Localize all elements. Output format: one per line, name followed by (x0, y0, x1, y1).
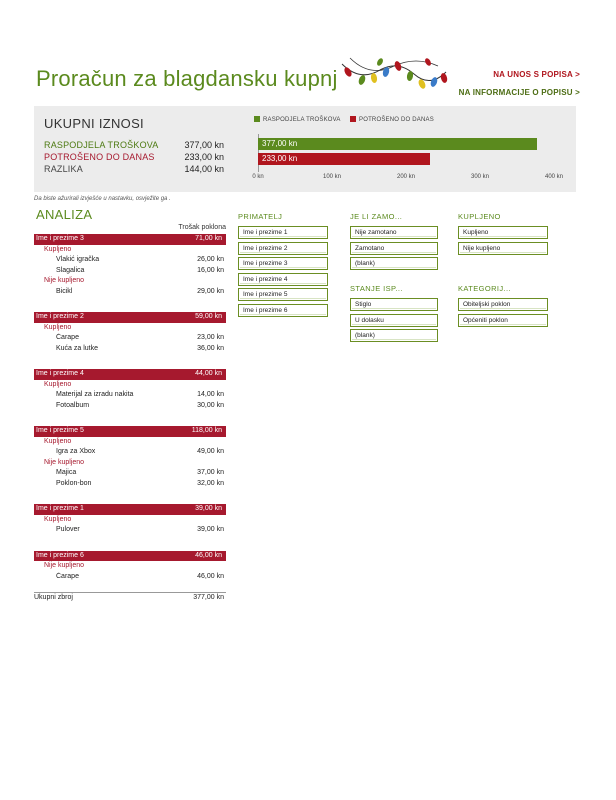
summary-value: 233,00 kn (184, 152, 224, 162)
group-name: Ime i prezime 2 (36, 313, 84, 320)
status-label: Kupljeno (44, 323, 72, 331)
item-row (34, 525, 226, 536)
group-total: 71,00 kn (195, 235, 222, 242)
legend-swatch-green (254, 116, 260, 122)
spacer (34, 354, 226, 369)
summary-label: POTROŠENO DO DANAS (44, 152, 155, 162)
group-name: Ime i prezime 6 (36, 551, 84, 559)
status-label: Kupljeno (44, 515, 72, 523)
analysis-title: ANALIZA (36, 207, 93, 222)
slicer-button[interactable]: Nije zamotano (350, 226, 438, 239)
item-value: 46,00 kn (197, 572, 224, 580)
slicer-button[interactable]: (blank) (350, 329, 438, 342)
pivot-table (34, 234, 226, 603)
status-row[interactable] (34, 458, 226, 469)
item-name: Igra za Xbox (56, 448, 96, 455)
status-row[interactable] (34, 276, 226, 287)
group-total: 44,00 kn (195, 370, 222, 377)
group-name: Ime i prezime 5 (36, 427, 84, 434)
summary-label: RAZLIKA (44, 164, 83, 174)
spacer (34, 582, 226, 588)
slicer-button[interactable]: (blank) (350, 257, 438, 270)
item-value: 37,00 kn (197, 469, 224, 476)
status-row[interactable] (34, 437, 226, 448)
slicer-button[interactable]: Ime i prezime 2 (238, 242, 328, 255)
summary-row-allocation (44, 140, 224, 150)
group-total: 118,00 kn (191, 427, 222, 434)
summary-panel (34, 106, 576, 192)
x-tick-label: 300 kn (470, 174, 490, 180)
item-name: Kuća za lutke (56, 344, 99, 352)
item-value: 14,00 kn (197, 391, 224, 398)
slicer-delivery (350, 284, 438, 345)
x-tick-label: 0 kn (252, 174, 264, 180)
slicer-button[interactable]: Nije kupljeno (458, 242, 548, 255)
status-label: Nije kupljeno (44, 458, 85, 466)
slicer-button[interactable]: Ime i prezime 3 (238, 257, 328, 270)
slicer-button[interactable]: Ime i prezime 4 (238, 273, 328, 286)
summary-row-difference (44, 164, 224, 174)
spacer (34, 411, 226, 426)
item-row (34, 468, 226, 479)
x-tick-label: 400 kn (544, 174, 564, 180)
nav-list-info-link[interactable]: NA INFORMACIJE O POPISU > (458, 88, 580, 97)
slicer-recipient (238, 212, 328, 319)
slicer-wrapped (350, 212, 438, 273)
christmas-lights-icon (340, 52, 448, 102)
item-name: Slagalica (56, 266, 85, 274)
x-tick-label: 200 kn (396, 174, 416, 180)
grand-total-label: Ukupni zbroj (34, 594, 73, 601)
summary-label: RASPODJELA TROŠKOVA (44, 140, 159, 150)
item-name: Vlakić igračka (56, 256, 100, 263)
refresh-note: Da biste ažurirali izvješće u nastavku, osvježite ga . (34, 196, 171, 202)
group-header-row[interactable] (34, 551, 226, 562)
group-total: 46,00 kn (195, 551, 222, 559)
spacer (34, 297, 226, 312)
legend-label: POTROŠENO DO DANAS (359, 117, 434, 123)
item-name: Čarape (56, 334, 79, 341)
group-header-row[interactable] (34, 234, 226, 245)
item-row (34, 344, 226, 355)
group-header-row[interactable] (34, 504, 226, 515)
item-name: Čarape (56, 572, 79, 580)
status-row[interactable] (34, 561, 226, 572)
status-row[interactable] (34, 245, 226, 256)
slicer-button[interactable]: Općeniti poklon (458, 314, 548, 327)
legend-swatch-red (350, 116, 356, 122)
summary-value: 144,00 kn (184, 164, 224, 174)
slicer-purchased (458, 212, 548, 257)
status-label: Nije kupljeno (44, 277, 85, 284)
chart-bar-spent: 233,00 kn (258, 153, 430, 165)
legend-item-spent (350, 116, 434, 123)
x-tick-label: 100 kn (322, 174, 342, 180)
item-row (34, 447, 226, 458)
item-name: Pulover (56, 526, 80, 533)
grand-total-row (34, 592, 226, 603)
status-label: Kupljeno (44, 245, 72, 253)
item-value: 29,00 kn (197, 287, 224, 295)
group-total: 39,00 kn (195, 505, 222, 512)
legend-item-allocation (254, 116, 341, 123)
column-header: Trošak poklona (178, 224, 226, 231)
item-name: Majica (56, 469, 77, 476)
status-row[interactable] (34, 323, 226, 334)
summary-row-spent (44, 152, 224, 162)
nav-list-entry-link[interactable]: NA UNOS S POPISA > (493, 70, 580, 79)
group-header-row[interactable] (34, 426, 226, 437)
slicer-title: KUPLJENO (458, 212, 501, 221)
slicer-title: JE LI ZAMO... (350, 212, 403, 221)
slicer-button[interactable]: Obiteljski poklon (458, 298, 548, 311)
item-value: 26,00 kn (197, 256, 224, 263)
group-name: Ime i prezime 4 (36, 370, 84, 377)
item-value: 16,00 kn (197, 266, 224, 274)
item-value: 49,00 kn (197, 448, 224, 455)
status-label: Kupljeno (44, 380, 72, 388)
slicer-title: STANJE ISP... (350, 284, 403, 293)
slicer-title: KATEGORIJ... (458, 284, 512, 293)
item-row (34, 479, 226, 490)
item-row (34, 333, 226, 344)
spacer (34, 536, 226, 551)
item-value: 30,00 kn (197, 401, 224, 409)
slicer-button[interactable]: Ime i prezime 5 (238, 288, 328, 301)
slicer-button[interactable]: Ime i prezime 6 (238, 304, 328, 317)
group-header-row[interactable] (34, 369, 226, 380)
page-title: Proračun za blagdansku kupnj (36, 66, 338, 91)
status-row[interactable] (34, 515, 226, 526)
item-name: Fotoalbum (56, 401, 90, 409)
group-name: Ime i prezime 3 (36, 235, 84, 242)
status-label: Nije kupljeno (44, 562, 85, 569)
summary-value: 377,00 kn (184, 140, 224, 150)
status-label: Kupljeno (44, 437, 72, 445)
group-total: 59,00 kn (195, 313, 222, 320)
item-value: 39,00 kn (197, 526, 224, 533)
slicer-category (458, 284, 548, 329)
item-row (34, 287, 226, 298)
spacer (34, 489, 226, 504)
grand-total-value: 377,00 kn (193, 594, 224, 601)
group-name: Ime i prezime 1 (36, 505, 84, 512)
item-name: Poklon-bon (56, 479, 92, 487)
item-row (34, 266, 226, 277)
item-value: 32,00 kn (197, 479, 224, 487)
item-name: Bicikl (56, 287, 73, 295)
item-row (34, 390, 226, 401)
item-row (34, 401, 226, 412)
item-row (34, 255, 226, 266)
chart-bar-allocation: 377,00 kn (258, 138, 537, 150)
item-value: 36,00 kn (197, 344, 224, 352)
item-name: Materijal za izradu nakita (56, 391, 134, 398)
slicer-button[interactable]: Kupljeno (458, 226, 548, 239)
item-value: 23,00 kn (197, 334, 224, 341)
slicer-button[interactable]: Zamotano (350, 242, 438, 255)
slicer-title: PRIMATELJ (238, 212, 283, 221)
legend-label: RASPODJELA TROŠKOVA (263, 117, 341, 123)
item-row (34, 572, 226, 583)
slicer-button[interactable]: Stiglo (350, 298, 438, 311)
group-header-row[interactable] (34, 312, 226, 323)
slicer-button[interactable]: Ime i prezime 1 (238, 226, 328, 239)
status-row[interactable] (34, 380, 226, 391)
slicer-button[interactable]: U dolasku (350, 314, 438, 327)
summary-title: UKUPNI IZNOSI (44, 116, 144, 131)
